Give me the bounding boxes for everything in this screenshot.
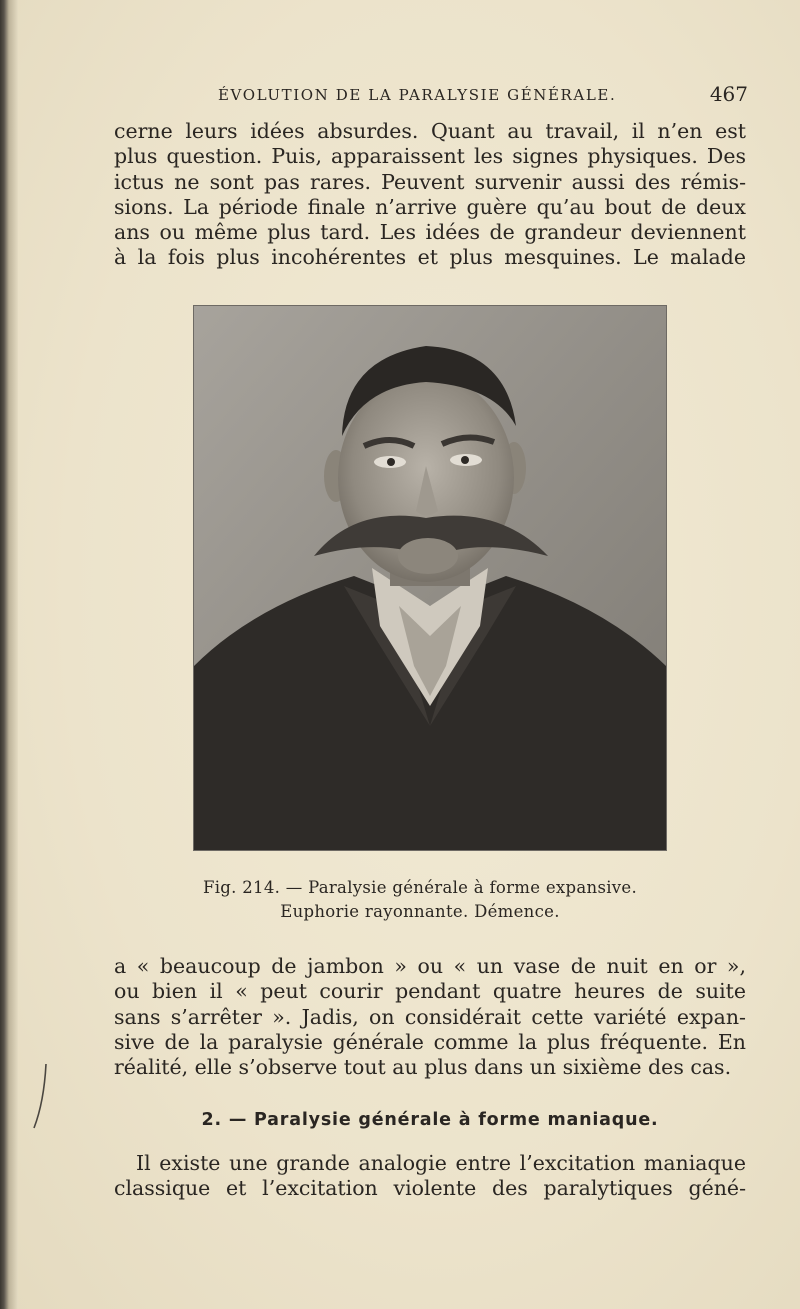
paragraph-3 bbox=[114, 1151, 746, 1202]
text-line: cerne leurs idées absurdes. Quant au travail, il n’en est bbox=[114, 119, 746, 143]
caption-line-1: Fig. 214. — Paralysie générale à forme expansive. bbox=[202, 878, 638, 897]
text-line: Il existe une grande analogie entre l’excitation maniaque bbox=[136, 1151, 746, 1175]
text-line: à la fois plus incohérentes et plus mesquines. Le malade bbox=[114, 245, 746, 270]
section-heading: 2. — Paralysie générale à forme maniaque. bbox=[201, 1110, 659, 1130]
text-line: sive de la paralysie générale comme la plus fréquente. En bbox=[114, 1029, 746, 1054]
text-line: réalité, elle s’observe tout au plus dans un sixième des cas. bbox=[114, 1055, 732, 1080]
paragraph-1 bbox=[114, 119, 746, 271]
figure-portrait-photograph bbox=[194, 306, 666, 850]
text-line: sans s’arrêter ». Jadis, on considérait cette variété expan- bbox=[114, 1004, 746, 1029]
text-line: plus question. Puis, apparaissent les signes physiques. Des bbox=[114, 144, 746, 169]
paragraph-2 bbox=[114, 954, 746, 1080]
text-line: classique et l’excitation violente des paralytiques géné- bbox=[114, 1176, 746, 1201]
running-title: ÉVOLUTION DE LA PARALYSIE GÉNÉRALE. bbox=[218, 86, 617, 104]
caption-line-2: Euphorie rayonnante. Démence. bbox=[280, 902, 560, 921]
text-line: ictus ne sont pas rares. Peuvent survenir aussi des rémis- bbox=[114, 169, 746, 194]
page-number: 467 bbox=[709, 82, 748, 106]
figure-caption bbox=[150, 876, 690, 924]
running-head bbox=[112, 82, 748, 110]
text-line: sions. La période finale n’arrive guère qu’au bout de deux bbox=[114, 194, 746, 219]
portrait-photograph-icon bbox=[194, 306, 666, 850]
text-line: a « beaucoup de jambon » ou « un vase de nuit en or », bbox=[114, 954, 746, 978]
text-line: ou bien il « peut courir pendant quatre heures de suite bbox=[114, 979, 746, 1004]
text-line: ans ou même plus tard. Les idées de grandeur deviennent bbox=[114, 220, 746, 245]
